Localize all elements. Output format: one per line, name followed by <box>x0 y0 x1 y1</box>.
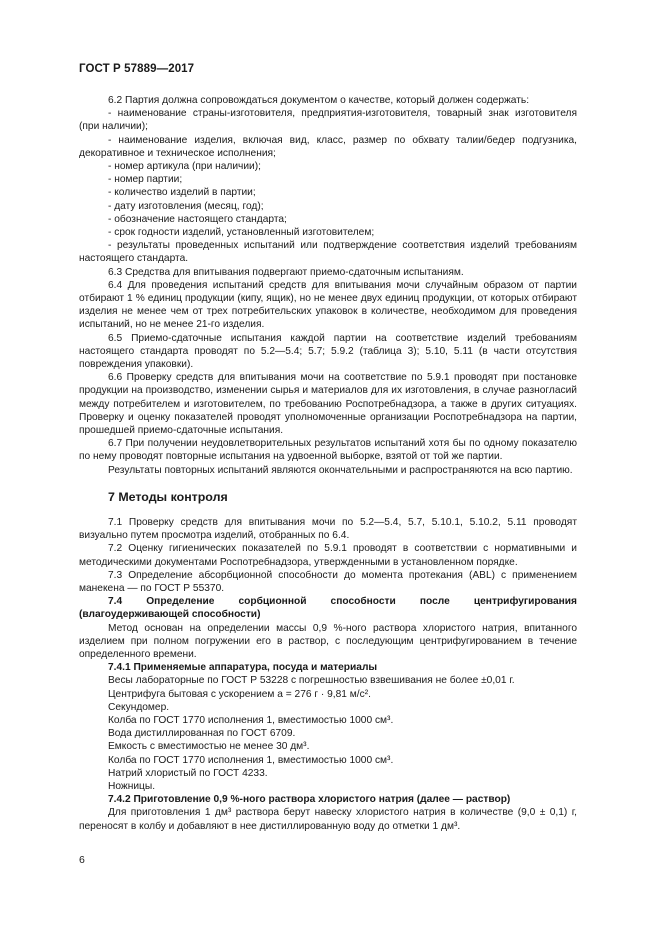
list-item: Вода дистиллированная по ГОСТ 6709. <box>108 728 296 740</box>
paragraph: Метод основан на определении массы 0,9 %-ного раствора хлористого натрия, впитанного изделием при полном погружении его в раствор, с последующим центрифугированием в течение определенного времени. <box>79 622 577 660</box>
list-item: Натрий хлористый по ГОСТ 4233. <box>108 767 268 779</box>
paragraph: Для приготовления 1 дм³ раствора берут навеску хлористого натрия в количестве (9,0 ± 0,1) г, переносят в колбу и добавляют в нее дистиллированную воду до отметки 1 дм³. <box>79 807 577 832</box>
list-item: - обозначение настоящего стандарта; <box>108 213 287 225</box>
list-item: - дату изготовления (месяц, год); <box>108 200 264 212</box>
subsection-heading: 7.4 Определение сорбционной способности после центрифугирования (влагоудерживающей способности) <box>79 596 577 621</box>
document-body <box>79 94 577 833</box>
paragraph: 7.2 Оценку гигиенических показателей по 5.9.1 проводят в соответствии с нормативными и методическими документами Роспотребнадзора, утвержденными в установленном порядке. <box>79 543 577 568</box>
list-item: - количество изделий в партии; <box>108 187 256 199</box>
paragraph: 7.3 Определение абсорбционной способности до момента протекания (ABL) с применением манекена — по ГОСТ Р 55370. <box>79 569 577 594</box>
page-number: 6 <box>79 854 85 866</box>
list-item: Колба по ГОСТ 1770 исполнения 1, вместимостью 1000 см³. <box>108 754 394 766</box>
paragraph: 6.4 Для проведения испытаний средств для впитывания мочи случайным образом от партии отбирают 1 % единиц продукции (кипу, ящик), но не менее двух единиц продукции, от которых отбирают изделия не менее чем от трех потребительских упаковок в количестве, необходимом для проведения испытаний, но не менее 21-го изделия. <box>79 279 577 331</box>
paragraph: 6.3 Средства для впитывания подвергают приемо-сдаточным испытаниям. <box>108 266 464 278</box>
list-item: - результаты проведенных испытаний или подтверждение соответствия изделий требованиям настоящего стандарта. <box>79 240 577 265</box>
paragraph: 6.7 При получении неудовлетворительных результатов испытаний хотя бы по одному показателю по нему проводят повторные испытания на удвоенной выборке, взятой от той же партии. <box>79 438 577 463</box>
list-item: Колба по ГОСТ 1770 исполнения 1, вместимостью 1000 см³. <box>108 714 394 726</box>
paragraph: Результаты повторных испытаний являются окончательными и распространяются на всю партию. <box>108 464 573 476</box>
list-item: - наименование изделия, включая вид, класс, размер по обхвату талии/бедер подгузника, декоративное и техническое исполнения; <box>79 134 577 159</box>
subsection-heading: 7.4.1 Применяемые аппаратура, посуда и материалы <box>108 662 378 674</box>
list-item: - наименование страны-изготовителя, предприятия-изготовителя, товарный знак изготовителя (при наличии); <box>79 108 577 133</box>
section-heading: 7 Методы контроля <box>108 489 228 504</box>
paragraph: 7.1 Проверку средств для впитывания мочи по 5.2—5.4, 5.7, 5.10.1, 5.10.2, 5.11 проводят визуально путем просмотра изделий, отобранных по 6.4. <box>79 516 577 542</box>
list-item: - срок годности изделий, установленный изготовителем; <box>108 227 375 239</box>
list-item: Весы лабораторные по ГОСТ Р 53228 с погрешностью взвешивания не более ±0,01 г. <box>108 675 515 687</box>
subsection-heading: 7.4.2 Приготовление 0,9 %-ного раствора хлористого натрия (далее — раствор) <box>108 794 511 806</box>
paragraph: 6.2 Партия должна сопровождаться документом о качестве, который должен содержать: <box>108 95 530 106</box>
list-item: Емкость с вместимостью не менее 30 дм³. <box>108 741 310 753</box>
paragraph: 6.5 Приемо-сдаточные испытания каждой партии на соответствие изделий требованиям настоящего стандарта проводят по 5.2—5.4; 5.7; 5.9.2 (таблица 3); 5.10, 5.11 (в части отсутствия повреждения упаковки). <box>79 332 577 371</box>
list-item: Центрифуга бытовая с ускорением a = 276 г · 9,81 м/с². <box>108 688 371 700</box>
list-item: Ножницы. <box>108 780 156 792</box>
paragraph: 6.6 Проверку средств для впитывания мочи на соответствие по 5.9.1 проводят при постановке продукции на производство, изменении сырья и материалов для их изготовления, в случае разногласий между потребителем и изготовителем, по требованию Роспотребнадзора, а также в других ситуациях. Проверку и оценку показателей проводят уполномоченные организации Роспотребнадзора на партии, прошедшей приемо-сдаточные испытания. <box>79 372 577 437</box>
list-item: - номер артикула (при наличии); <box>108 161 261 173</box>
document-header: ГОСТ Р 57889—2017 <box>79 63 195 75</box>
list-item: Секундомер. <box>108 701 170 713</box>
list-item: - номер партии; <box>108 174 183 186</box>
